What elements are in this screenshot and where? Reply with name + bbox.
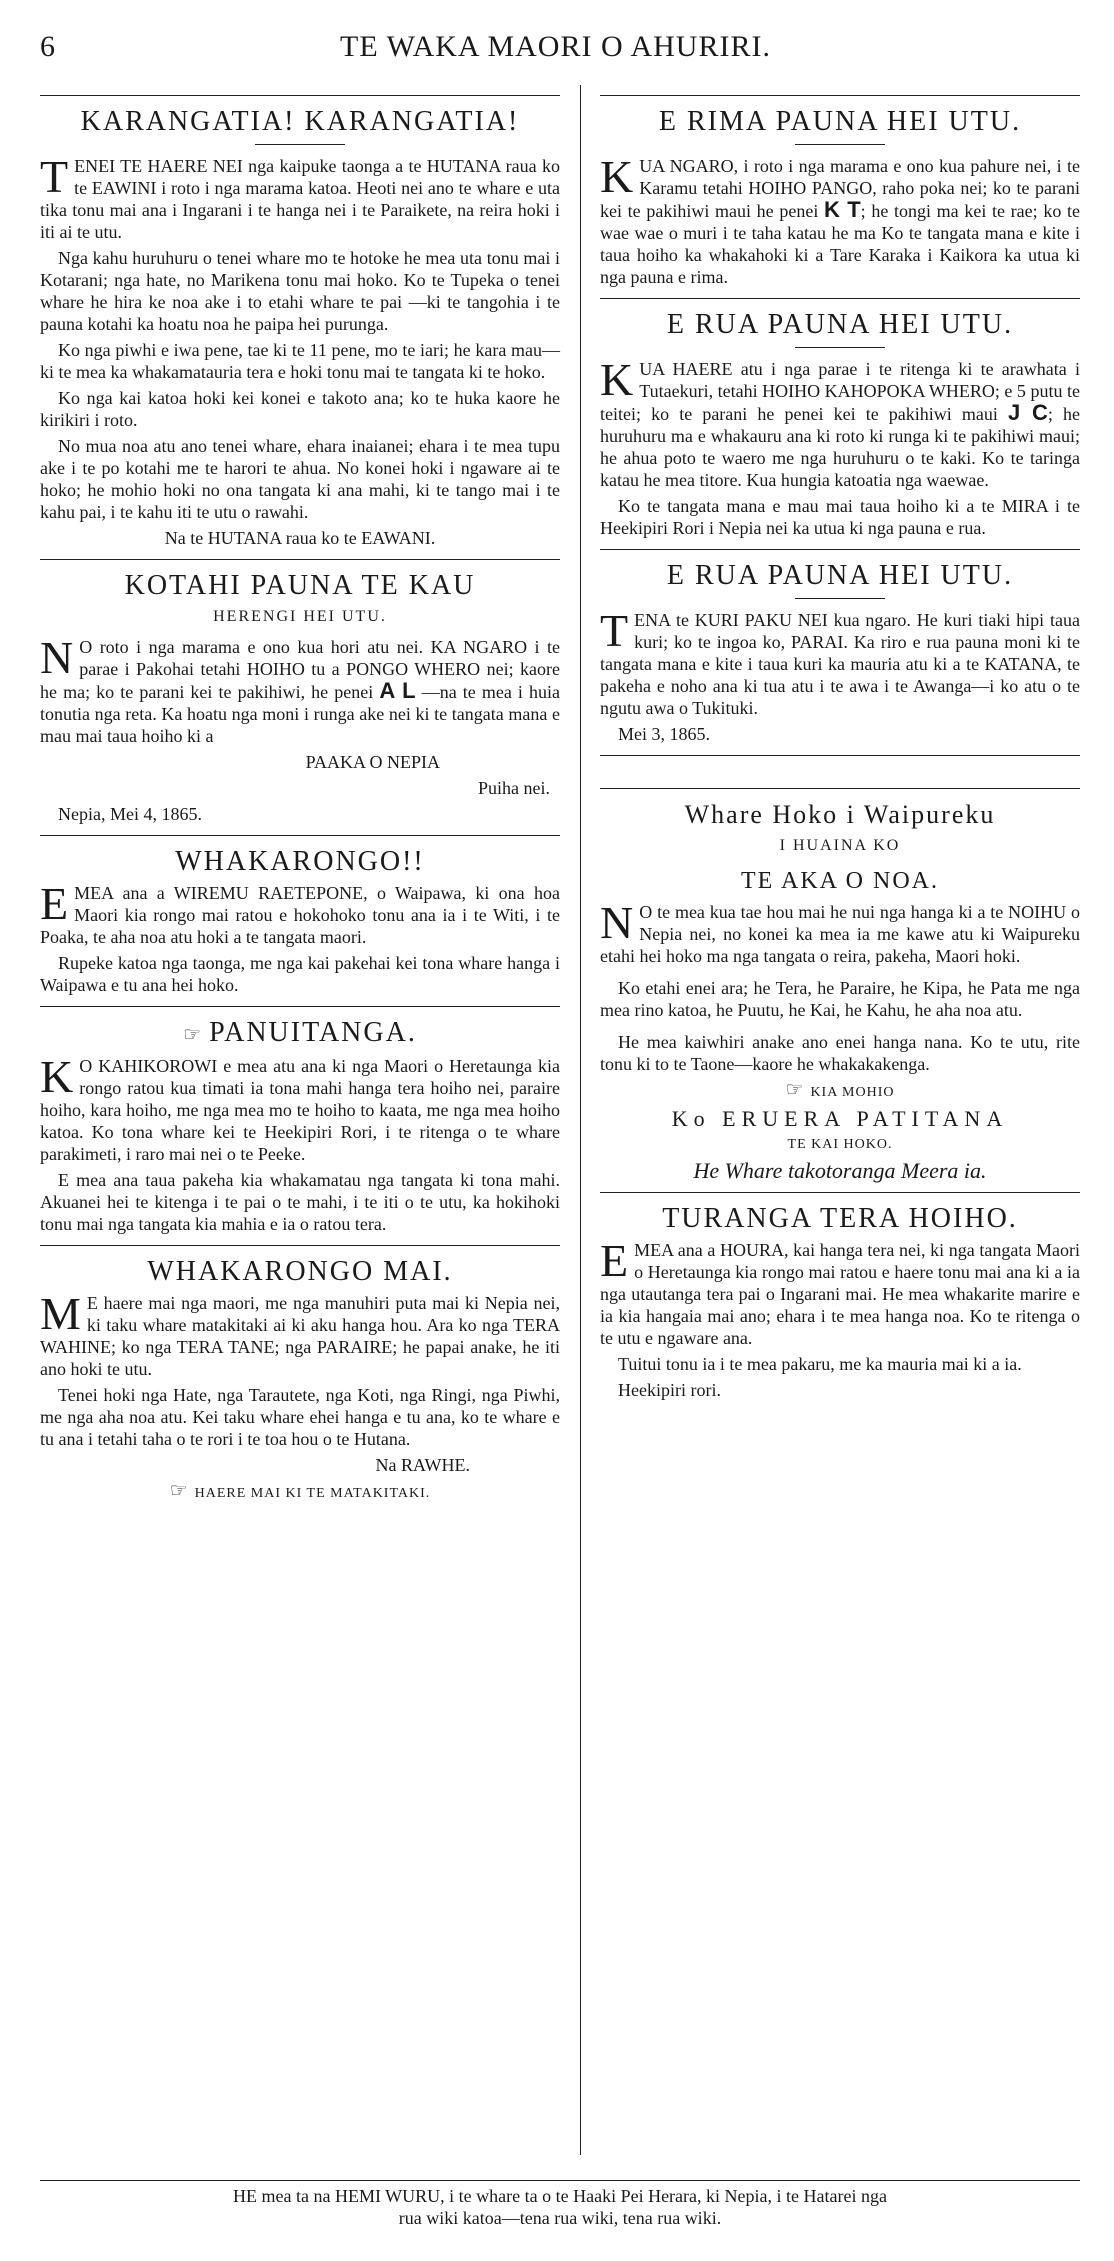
rule <box>600 1192 1080 1193</box>
rule <box>40 1006 560 1007</box>
advert-heading: E RIMA PAUNA HEI UTU. <box>658 106 1022 137</box>
paragraph-text: MEA ana a HOURA, kai hanga tera nei, ki nga tangata Maori o Heretaunga kia rongo mai ratou e haere tonu mai ana ki a ia nga utautanga tera pai o Ingarani mai. He mea whakarite marire e ia kia hangaia mai ano; ehara i te mea hanga noa. Ko te ritenga o te utu e ngaware ana. <box>600 1240 1080 1348</box>
advert-paragraph: E mea ana taua pakeha kia whakamatau nga tangata ki tona mahi. Akuanei hei te kitenga i te pai o te mahi, i te iti o te utu, ka hokihoki tonu mai nga tangata kia mahia e ia o ratou tera. <box>40 1170 560 1234</box>
short-rule <box>255 144 345 145</box>
advert-paragraph: Ko nga piwhi e iwa pene, tae ki te 11 pene, mo te iari; he kara mau—ki te mea ka whakamatauria tera e hoki tonu mai te tangata ki te hoko. <box>40 340 560 382</box>
paragraph-text: O te mea kua tae hou mai he nui nga hanga ki a te NOIHU o Nepia nei, no konei ka mea ia me kawe atu ki Waipureku etahi hei hoko ma nga tangata o reira, pakeha, Maori hoki. <box>600 902 1080 966</box>
advert-heading: WHAKARONGO MAI. <box>147 1256 453 1287</box>
newspaper-page <box>40 30 1080 2240</box>
advert-paragraph: Ko te tangata mana e mau mai taua hoiho ki a te MIRA i te Heekipiri Rori i Nepia nei ka utua ki nga pauna e rua. <box>600 496 1080 538</box>
advert-whakarongo-mai <box>40 1256 560 1505</box>
short-rule <box>795 347 885 348</box>
advert-paragraph: Ko etahi enei ara; he Tera, he Paraire, he Kipa, he Pata me nga mea rino katoa, he Puutu, he Kai, he Kahu, he aha noa atu. <box>600 978 1080 1020</box>
advert-whakarongo <box>40 846 560 996</box>
advert-turanga-tera <box>600 1203 1080 1401</box>
right-column <box>600 85 1080 1405</box>
paragraph-text: ENA te KURI PAKU NEI kua ngaro. He kuri tiaki hipi taua kuri; ko te ingoa ko, PARAI. Ka riro e rua pauna moni ki te tangata mana e kite i taua kuri ka mauria atu ki a te KATANA, te pakeha e noho ana ki tua atu i te awa i te Awanga—i ko atu o te ngutu awa o Tukituki. <box>600 610 1080 718</box>
signature: Heekipiri rori. <box>618 1380 721 1400</box>
column-divider <box>580 85 581 2155</box>
newspaper-title: TE WAKA MAORI O AHURIRI. <box>340 30 771 63</box>
paragraph-text: O KAHIKOROWI e mea atu ana ki nga Maori o Heretaunga kia rongo ratou kua timati ia tona mahi hanga tera hoiho nei, paraire hoiho, kara hoiho, me nga mea mo te hoiho to kaata, me nga mea hoiho katoa. Ko tona whare kei te Heekipiri Rori, i te ritenga o te whare parakimeti, i raro mai nei o te Peeke. <box>40 1056 560 1164</box>
notice-text: KIA MOHIO <box>810 1085 895 1100</box>
paragraph-text: UA NGARO, i roto i nga marama e ono kua pahure nei, i te Karamu tetahi HOIHO PANGO, raho poka nei; ko te parani kei te pakihiwi maui he penei <box>600 156 1080 221</box>
paragraph-text: UA HAERE atu i nga parae i te ritenga ki te arawhata i Tutaekuri, tetahi HOIHO KAHOPOKA WHERO; e 5 putu te teitei; ko te parani he penei kei te pakihiwi maui <box>600 359 1080 424</box>
drop-cap: K <box>600 151 634 202</box>
advert-paragraph <box>600 605 1080 719</box>
advert-heading: WHAKARONGO!! <box>175 846 425 877</box>
drop-cap: E <box>40 878 69 929</box>
advert-heading: Whare Hoko i Waipureku <box>684 800 996 829</box>
drop-cap: E <box>600 1235 629 1286</box>
paragraph-text: ENEI TE HAERE NEI nga kaipuke taonga a te HUTANA raua ko te EAWINI i roto i nga marama katoa. Heoti nei ano te whare e uta tika tonu mai ana i Ingarani i te hanga nei i te Paraikete, na reira hoki i iti ai te utu. <box>40 156 560 242</box>
advert-e-rima-pauna <box>600 106 1080 288</box>
shop-name: TE AKA O NOA. <box>741 868 939 894</box>
rule <box>600 298 1080 299</box>
advert-paragraph: Nga kahu huruhuru o tenei whare mo te hotoke he mea uta tonu mai i Kotarani; nga hate, no Marikena tonu mai hoko. Ko te Tupeka o tenei whare he hira ke noa ake i to etahi whare te pai —ki te tangohia i te pauna kotahi ka hoatu noa he paipa hei purunga. <box>40 248 560 334</box>
advert-paragraph: No mua noa atu ano tenei whare, ehara inaianei; ehara i te mea tupu ake i te po kotahi me te harori te ahua. No konei hoki i ngaware ai te hoko; he mohio hoki no ona tangata ki ana mahi, ki te tango mai i te kahu pai, i te kahu iti te utu o rawahi. <box>40 436 560 522</box>
advert-paragraph <box>600 354 1080 491</box>
paragraph-text: ; he tongi ma kei te rae; ko te wae wae o muri i te taha katau he ma Ko te tangata mana e kite i taua hoiho ka whakahoki ki a Tare Karaka i Kaikora ka utua ki nga pauna e rima. <box>600 201 1080 287</box>
imprint-line: rua wiki katoa—tena rua wiki, tena rua wiki. <box>398 2208 722 2228</box>
short-rule <box>795 144 885 145</box>
advert-paragraph <box>40 632 561 747</box>
drop-cap: T <box>600 605 629 656</box>
rule <box>40 95 560 96</box>
paragraph-text: —na te mea i huia tonutia nga reta. Ka hoatu nga moni i runga ake nei ki te tangata mana e mau mai taua hoiho ki a <box>40 682 561 746</box>
drop-cap: K <box>40 1051 74 1102</box>
short-rule <box>795 598 885 599</box>
drop-cap: N <box>40 632 74 683</box>
advert-e-rua-pauna-hoiho <box>600 309 1080 539</box>
pointing-hand-icon: ☞ <box>183 1024 204 1046</box>
paragraph-text: E haere mai nga maori, me nga manuhiri puta mai ki Nepia nei, ki taku whare matakitaki ai ki aku hanga hou. Ara ko nga TERA WAHINE; ko nga TERA TANE; nga PARAIRE; he papai anake, he iti ano hoki te utu. <box>40 1293 560 1379</box>
proprietor-name: Ko ERUERA PATITANA <box>671 1106 1009 1131</box>
advert-paragraph <box>40 878 560 948</box>
brand-mark: A L <box>379 678 416 703</box>
notice-line <box>600 1079 1080 1104</box>
advert-heading: KOTAHI PAUNA TE KAU <box>124 570 476 601</box>
drop-cap: K <box>600 354 634 405</box>
advert-panuitanga <box>40 1017 560 1235</box>
imprint-footer <box>40 2180 1080 2229</box>
advert-paragraph <box>600 151 1080 288</box>
rule <box>600 755 1080 756</box>
rule <box>40 559 560 560</box>
proprietor-role: TE KAI HOKO. <box>787 1137 893 1152</box>
advert-footline <box>40 1480 560 1505</box>
advert-kotahi-pauna <box>40 570 560 825</box>
left-column <box>40 85 560 1509</box>
rule <box>40 835 560 836</box>
drop-cap: N <box>600 897 634 948</box>
advert-paragraph <box>40 1288 560 1380</box>
shop-tagline: He Whare takotoranga Meera ia. <box>693 1158 987 1183</box>
paragraph-text: MEA ana a WIREMU RAETEPONE, o Waipawa, ki ona hoa Maori kia rongo mai ratou e hokohoko tonu ana ia i te Witi, i te Poaka, te aha noa atu hoki a te tangata maori. <box>40 883 560 947</box>
page-number: 6 <box>40 30 56 63</box>
advert-subheading: I HUAINA KO <box>779 837 901 854</box>
advert-paragraph: Tenei hoki nga Hate, nga Tarautete, nga Koti, nga Ringi, nga Piwhi, me nga aha noa atu. Kei taku whare ehei hanga e tu ana, ko te whare e tu ana i tetahi taha o te rori i te toa hou o te Hutana. <box>40 1385 560 1449</box>
rule <box>600 95 1080 96</box>
pointing-hand-icon: ☞ <box>169 1480 189 1502</box>
imprint-line: HE mea ta na HEMI WURU, i te whare ta o te Haaki Pei Herara, ki Nepia, i te Hatarei nga <box>233 2186 887 2206</box>
advert-subheading: HERENGI HEI UTU. <box>213 608 387 625</box>
advert-paragraph: He mea kaiwhiri anake ano enei hanga nana. Ko te utu, rite tonu ki to te Taone—kaore he whakakakenga. <box>600 1032 1080 1074</box>
paragraph-text: O roto i nga marama e ono kua hori atu nei. KA NGARO i te parae i Pakohai tetahi HOIHO tu a PONGO WHERO nei; kaore he ma; ko te parani kei te pakihiwi, he penei <box>40 637 560 702</box>
signature: PAAKA O NEPIA <box>305 752 440 772</box>
advert-heading: E RUA PAUNA HEI UTU. <box>666 560 1014 591</box>
advert-heading <box>40 1017 560 1051</box>
running-header <box>40 30 1080 70</box>
dateline: Mei 3, 1865. <box>618 724 710 744</box>
advert-heading: KARANGATIA! KARANGATIA! <box>80 106 520 137</box>
rule <box>600 549 1080 550</box>
advert-paragraph: Tuitui tonu ia i te mea pakaru, me ka mauria mai ki a ia. <box>618 1354 1022 1374</box>
paragraph-text: ; he huruhuru ma e whakauru ana ki roto ki runga ki te pakihiwi maui; he ahua poto te waero me nga huruhuru o te kaki. Ko te taringa katau he mea titore. Kua hungia katoatia nga waewae. <box>600 404 1080 490</box>
signature-place: Puiha nei. <box>478 778 550 798</box>
pointing-hand-icon: ☞ <box>785 1079 805 1101</box>
signature: Na RAWHE. <box>375 1455 470 1475</box>
advert-karangatia <box>40 106 560 549</box>
advert-paragraph <box>40 151 560 243</box>
advert-paragraph: Ko nga kai katoa hoki kei konei e takoto ana; ko te huka kaore he kirikiri i roto. <box>40 388 560 430</box>
rule <box>40 1245 560 1246</box>
advert-paragraph: Rupeke katoa nga taonga, me nga kai pakehai kei tona whare hanga i Waipawa e tu ana hei hoko. <box>40 953 560 995</box>
advert-whare-hoko <box>600 799 1080 1182</box>
advert-paragraph <box>600 1235 1080 1349</box>
brand-mark: J C <box>1008 400 1048 425</box>
drop-cap: M <box>40 1288 81 1339</box>
advert-heading: TURANGA TERA HOIHO. <box>662 1203 1018 1234</box>
advert-paragraph <box>40 1051 560 1165</box>
advert-heading: E RUA PAUNA HEI UTU. <box>666 309 1014 340</box>
signature: Na te HUTANA raua ko te EAWANI. <box>164 528 436 548</box>
rule <box>600 788 1080 789</box>
advert-paragraph <box>600 897 1080 967</box>
drop-cap: T <box>40 151 69 202</box>
brand-mark: K T <box>824 197 861 222</box>
heading-text: PANUITANGA. <box>209 1017 417 1048</box>
advert-e-rua-pauna-kuri <box>600 560 1080 745</box>
footline-text: HAERE MAI KI TE MATAKITAKI. <box>194 1486 431 1501</box>
dateline: Nepia, Mei 4, 1865. <box>58 804 202 824</box>
